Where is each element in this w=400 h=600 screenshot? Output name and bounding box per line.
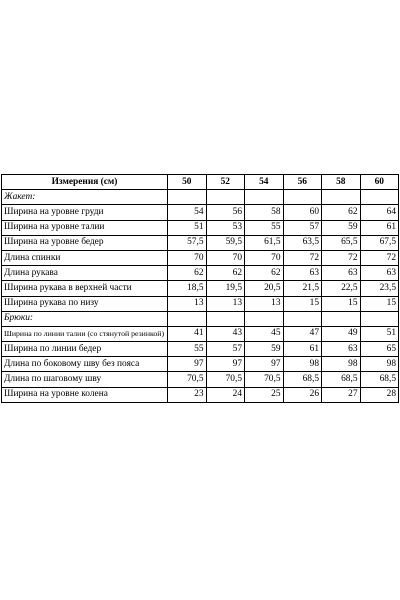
measurement-value: 64 (360, 205, 399, 220)
header-row (2, 175, 399, 190)
measurement-value: 51 (360, 326, 399, 341)
measurement-value: 97 (245, 357, 284, 372)
measurement-value: 57 (283, 220, 322, 235)
measurement-value: 23,5 (360, 281, 399, 296)
empty-cell (168, 190, 207, 205)
table-row (2, 220, 399, 235)
measurement-value: 70,5 (168, 372, 207, 387)
measurement-value: 68,5 (322, 372, 361, 387)
table-row (2, 372, 399, 387)
measurement-value: 59 (245, 342, 284, 357)
table-row (2, 326, 399, 341)
measurement-value: 13 (206, 296, 245, 311)
measurement-value: 63 (322, 266, 361, 281)
empty-cell (283, 311, 322, 326)
measurement-value: 13 (245, 296, 284, 311)
measurement-value: 23 (168, 387, 207, 402)
size-header: 50 (168, 175, 207, 190)
measurement-value: 51 (168, 220, 207, 235)
table-row (2, 250, 399, 265)
measurement-value: 98 (283, 357, 322, 372)
measurement-value: 57 (206, 342, 245, 357)
empty-cell (206, 311, 245, 326)
measurement-value: 98 (360, 357, 399, 372)
empty-cell (168, 311, 207, 326)
section-title: Брюки: (2, 311, 168, 326)
measurement-value: 60 (283, 205, 322, 220)
measurement-value: 15 (283, 296, 322, 311)
measurement-value: 57,5 (168, 235, 207, 250)
measurement-name: Ширина рукава по низу (2, 296, 168, 311)
measurement-value: 45 (245, 326, 284, 341)
empty-cell (283, 190, 322, 205)
measurement-value: 22,5 (322, 281, 361, 296)
measurement-value: 41 (168, 326, 207, 341)
measurement-value: 26 (283, 387, 322, 402)
measurement-value: 61 (360, 220, 399, 235)
measurement-value: 68,5 (283, 372, 322, 387)
measurement-value: 62 (206, 266, 245, 281)
measurement-value: 61,5 (245, 235, 284, 250)
size-header: 54 (245, 175, 284, 190)
measurement-value: 63 (283, 266, 322, 281)
size-header: 56 (283, 175, 322, 190)
measurement-value: 18,5 (168, 281, 207, 296)
size-header: 60 (360, 175, 399, 190)
empty-cell (322, 190, 361, 205)
measurement-value: 53 (206, 220, 245, 235)
table-row (2, 266, 399, 281)
measurement-value: 55 (245, 220, 284, 235)
measurement-value: 61 (283, 342, 322, 357)
measurement-value: 59 (322, 220, 361, 235)
empty-cell (322, 311, 361, 326)
measurement-value: 70 (206, 250, 245, 265)
measurement-name: Ширина по линии бедер (2, 342, 168, 357)
measurement-value: 65 (360, 342, 399, 357)
measurement-value: 67,5 (360, 235, 399, 250)
measurement-value: 20,5 (245, 281, 284, 296)
measurement-name: Длина по шаговому шву (2, 372, 168, 387)
table-row (2, 281, 399, 296)
measurement-value: 54 (168, 205, 207, 220)
section-title: Жакет: (2, 190, 168, 205)
table-row (2, 296, 399, 311)
measurement-value: 68,5 (360, 372, 399, 387)
empty-cell (206, 190, 245, 205)
measurement-value: 70,5 (245, 372, 284, 387)
measurement-name: Ширина на уровне талии (2, 220, 168, 235)
section-row (2, 190, 399, 205)
measurement-value: 63 (360, 266, 399, 281)
measurement-value: 98 (322, 357, 361, 372)
measurement-value: 70 (245, 250, 284, 265)
measurement-value: 56 (206, 205, 245, 220)
measurement-value: 62 (245, 266, 284, 281)
measurement-value: 72 (322, 250, 361, 265)
measurement-value: 13 (168, 296, 207, 311)
size-header: 52 (206, 175, 245, 190)
measurement-value: 19,5 (206, 281, 245, 296)
measurement-name: Ширина на уровне бедер (2, 235, 168, 250)
measurement-value: 72 (283, 250, 322, 265)
measurement-value: 43 (206, 326, 245, 341)
measurement-value: 24 (206, 387, 245, 402)
measurement-value: 15 (322, 296, 361, 311)
table-row (2, 387, 399, 402)
measurement-value: 28 (360, 387, 399, 402)
table-body (2, 190, 399, 403)
measurement-value: 62 (322, 205, 361, 220)
table-row (2, 205, 399, 220)
measurement-value: 65,5 (322, 235, 361, 250)
measurement-value: 70 (168, 250, 207, 265)
table-row (2, 235, 399, 250)
empty-cell (360, 311, 399, 326)
measurement-name: Длина спинки (2, 250, 168, 265)
measurement-value: 97 (168, 357, 207, 372)
measurement-value: 63,5 (283, 235, 322, 250)
empty-cell (245, 190, 284, 205)
measurement-value: 62 (168, 266, 207, 281)
table-row (2, 342, 399, 357)
measurement-value: 63 (322, 342, 361, 357)
measurement-value: 21,5 (283, 281, 322, 296)
measurement-value: 25 (245, 387, 284, 402)
measurement-value: 27 (322, 387, 361, 402)
measurement-name: Ширина по линии талии (со стянутой резинкой) (2, 326, 168, 341)
measurement-name: Ширина на уровне груди (2, 205, 168, 220)
table-row (2, 357, 399, 372)
measurement-value: 59,5 (206, 235, 245, 250)
measurements-header: Измерения (см) (2, 175, 168, 190)
measurement-value: 55 (168, 342, 207, 357)
measurement-value: 47 (283, 326, 322, 341)
measurement-value: 97 (206, 357, 245, 372)
measurement-name: Длина рукава (2, 266, 168, 281)
measurement-name: Длина по боковому шву без пояса (2, 357, 168, 372)
measurement-value: 49 (322, 326, 361, 341)
measurement-value: 70,5 (206, 372, 245, 387)
empty-cell (245, 311, 284, 326)
empty-cell (360, 190, 399, 205)
measurement-value: 15 (360, 296, 399, 311)
size-header: 58 (322, 175, 361, 190)
measurement-value: 58 (245, 205, 284, 220)
section-row (2, 311, 399, 326)
measurement-value: 72 (360, 250, 399, 265)
measurement-name: Ширина на уровне колена (2, 387, 168, 402)
size-chart-table (1, 174, 399, 403)
measurement-name: Ширина рукава в верхней части (2, 281, 168, 296)
